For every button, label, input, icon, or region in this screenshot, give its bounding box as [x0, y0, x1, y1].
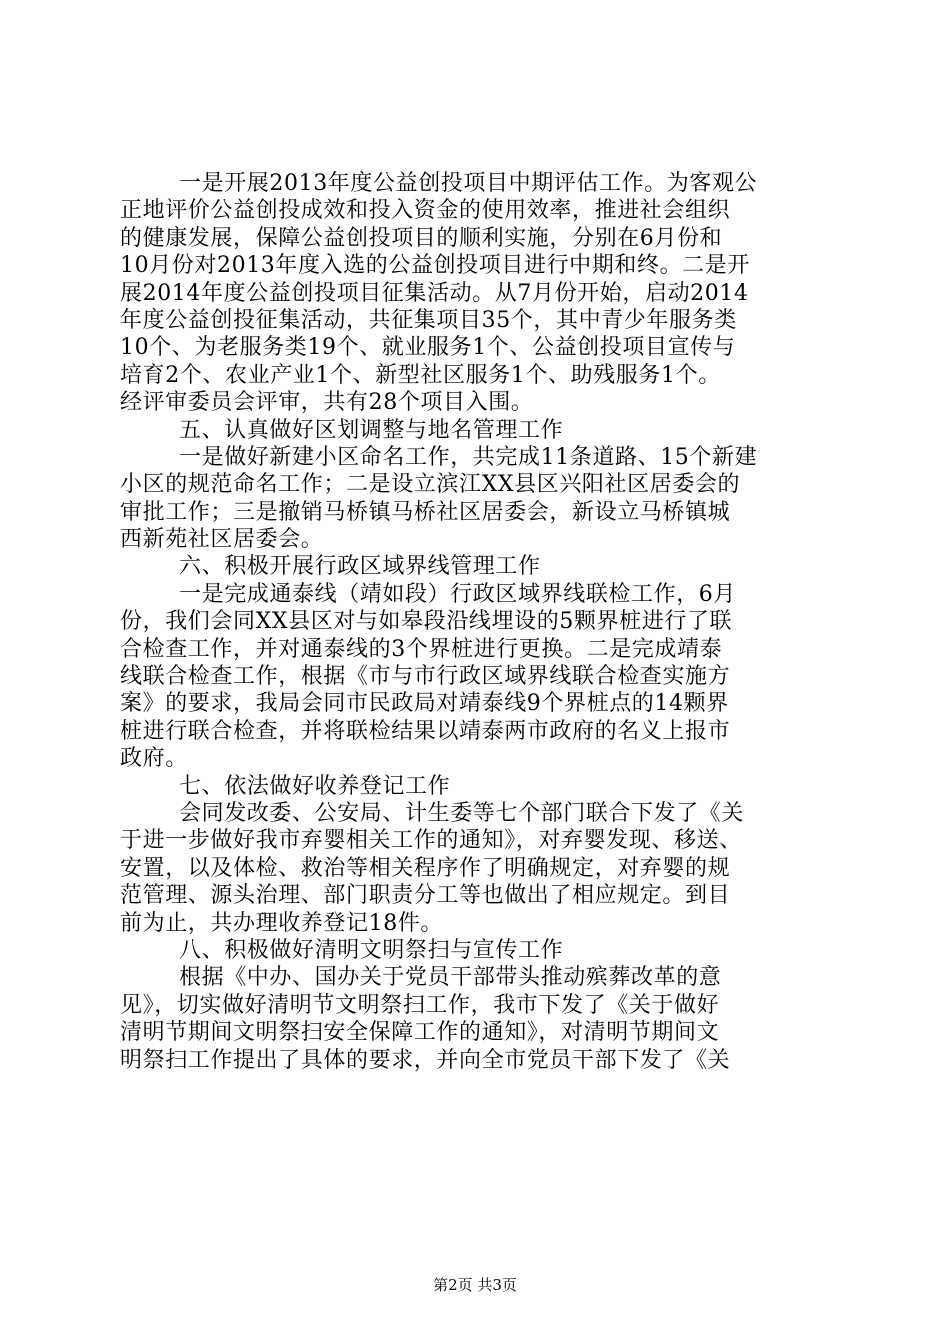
text-line: 合检查工作，并对通泰线的3个界桩进行更换。二是完成靖泰 — [120, 636, 723, 662]
text-line: 培育2个、农业产业1个、新型社区服务1个、助残服务1个。 — [120, 362, 721, 388]
text-line: 线联合检查工作，根据《市与市行政区域界线联合检查实施方 — [120, 664, 731, 690]
text-line: 政府。 — [120, 746, 188, 772]
text-line: 10月份对2013年度入选的公益创投项目进行中期和终。二是开 — [120, 253, 750, 279]
text-line: 展2014年度公益创投项目征集活动。从7月份开始，启动2014 — [120, 280, 749, 306]
text-line: 份，我们会同XX县区对与如皋段沿线埋设的5颗界桩进行了联 — [120, 609, 733, 635]
text-line: 于进一步做好我市弃婴相关工作的通知》，对弃婴发现、移送、 — [120, 828, 742, 854]
text-line: 小区的规范命名工作；二是设立滨江XX县区兴阳社区居委会的 — [120, 472, 741, 498]
text-line: 西新苑社区居委会。 — [120, 527, 324, 553]
text-line: 清明节期间文明祭扫安全保障工作的通知》，对清明节期间文 — [120, 1020, 720, 1046]
text-line: 审批工作；三是撤销马桥镇马桥社区居委会，新设立马桥镇城 — [120, 499, 731, 525]
text-line: 的健康发展，保障公益创投项目的顺利实施，分别在6月份和 — [120, 225, 723, 251]
text-line: 见》，切实做好清明节文明祭扫工作，我市下发了《关于做好 — [120, 992, 720, 1018]
text-line: 年度公益创投征集活动，共征集项目35个，其中青少年服务类 — [120, 307, 737, 333]
text-line: 七、依法做好收养登记工作 — [179, 773, 451, 799]
document-body — [120, 170, 840, 1074]
text-line: 六、积极开展行政区域界线管理工作 — [179, 554, 541, 580]
text-line: 前为止，共办理收养登记18件。 — [120, 910, 443, 936]
text-line: 一是做好新建小区命名工作，共完成11条道路、15个新建 — [179, 444, 758, 470]
text-line: 一是开展2013年度公益创投项目中期评估工作。为客观公 — [179, 171, 758, 196]
text-line: 案》的要求，我局会同市民政局对靖泰线9个界桩点的14颗界 — [120, 691, 729, 717]
text-line: 桩进行联合检查，并将联检结果以靖泰两市政府的名义上报市 — [120, 718, 731, 744]
text-line: 经评审委员会评审，共有28个项目入围。 — [120, 390, 534, 416]
text-line: 一是完成通泰线（靖如段）行政区域界线联检工作，6月 — [179, 581, 736, 607]
text-line: 根据《中办、国办关于党员干部带头推动殡葬改革的意 — [179, 965, 722, 991]
text-line: 正地评价公益创投成效和投入资金的使用效率，推进社会组织 — [120, 198, 731, 224]
text-line: 10个、为老服务类19个、就业服务1个、公益创投项目宣传与 — [120, 335, 736, 361]
text-line: 五、认真做好区划调整与地名管理工作 — [179, 417, 564, 443]
text-line: 会同发改委、公安局、计生委等七个部门联合下发了《关 — [179, 800, 745, 826]
page-footer: 第2页 共3页 — [433, 1276, 517, 1294]
text-line: 明祭扫工作提出了具体的要求，并向全市党员干部下发了《关 — [120, 1047, 731, 1073]
text-line: 安置，以及体检、救治等相关程序作了明确规定，对弃婴的规 — [120, 855, 731, 881]
text-line: 八、积极做好清明文明祭扫与宣传工作 — [179, 937, 564, 963]
text-line: 范管理、源头治理、部门职责分工等也做出了相应规定。到目 — [120, 883, 731, 909]
